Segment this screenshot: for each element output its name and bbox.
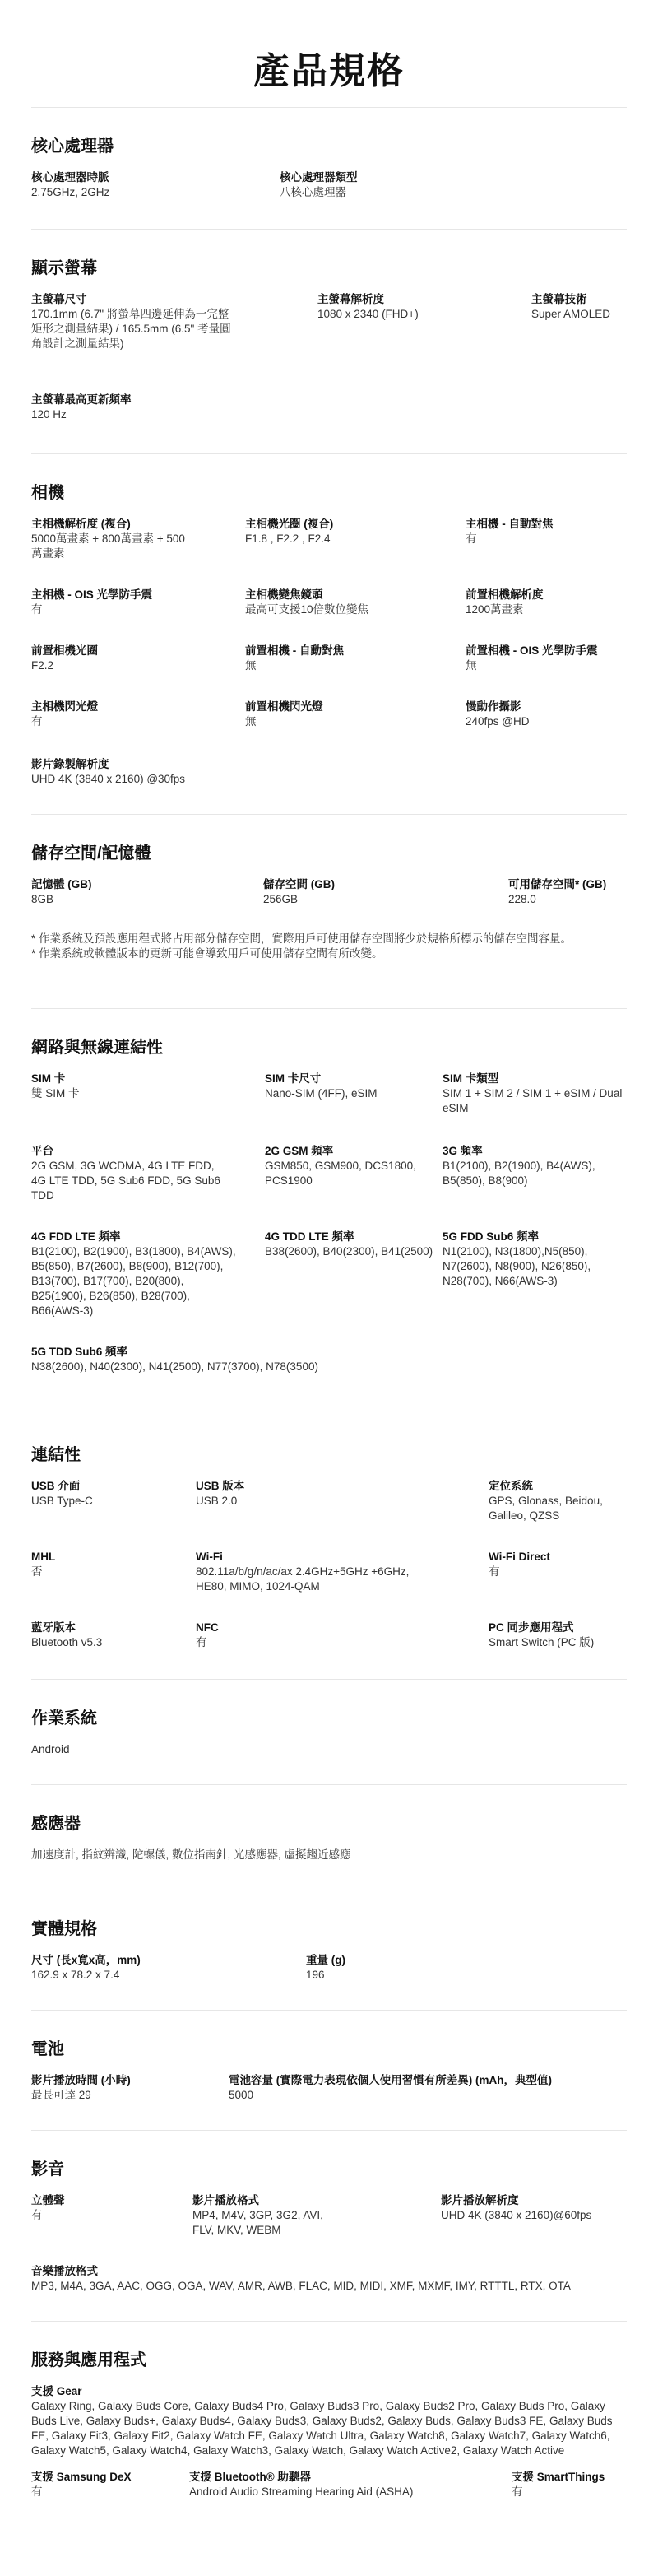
storage-note: * 作業系統及預設應用程式將占用部分儲存空間，實際用戶可使用儲存空間將少於規格所標示的儲存空間容量。 — [31, 932, 572, 945]
section-services — [31, 2321, 627, 2510]
spec-item: 定位系統 GPS, Glonass, Beidou, Galileo, QZSS — [489, 1480, 603, 1522]
section-title: 影音 — [31, 2160, 64, 2178]
spec-item: USB 版本 USB 2.0 — [196, 1480, 245, 1507]
spec-item: 4G FDD LTE 頻率 B1(2100), B2(1900), B3(1800), B4(AWS), B5(850), B7(2600), B8(900), B12(700), B13(700), B17(700), B20(800), B25(1900), B26(850), B28(700), B66(AWS-3) — [31, 1230, 236, 1317]
spec-item: 音樂播放格式 MP3, M4A, 3GA, AAC, OGG, OGA, WAV, AMR, AWB, FLAC, MID, MIDI, XMF, MXMF, IMY, RTTTL, RTX, OTA — [31, 2265, 571, 2292]
spec-item: 前置相機解析度 1200萬畫素 — [466, 588, 544, 616]
spec-item: 支援 Bluetooth® 助聽器 Android Audio Streaming Hearing Aid (ASHA) — [189, 2471, 414, 2498]
spec-item: 電池容量 (實際電力表現依個人使用習慣有所差異) (mAh，典型值) 5000 — [229, 2074, 552, 2101]
storage-note: * 作業系統或軟體版本的更新可能會導致用戶可使用儲存空間有所改變。 — [31, 947, 383, 960]
spec-item: 平台 2G GSM, 3G WCDMA, 4G LTE FDD, 4G LTE TDD, 5G Sub6 FDD, 5G Sub6 TDD — [31, 1145, 220, 1202]
os-value: Android — [31, 1743, 70, 1755]
section-title: 核心處理器 — [31, 137, 114, 156]
spec-item: 主相機變焦鏡頭 最高可支援10倍數位變焦 — [245, 588, 369, 616]
spec-item: 前置相機光圈 F2.2 — [31, 644, 98, 672]
section-cpu — [31, 107, 627, 229]
spec-item: 主相機光圈 (複合) F1.8 , F2.2 , F2.4 — [245, 518, 334, 545]
spec-item: 4G TDD LTE 頻率 B38(2600), B40(2300), B41(2500) — [265, 1230, 433, 1258]
spec-item: 記憶體 (GB) 8GB — [31, 878, 92, 905]
spec-item: 前置相機 - OIS 光學防手震 無 — [466, 644, 598, 672]
section-camera — [31, 453, 627, 814]
spec-item: MHL 否 — [31, 1551, 56, 1578]
spec-item: 主相機 - 自動對焦 有 — [466, 518, 554, 545]
section-storage — [31, 814, 627, 1008]
section-title: 網路與無線連結性 — [31, 1039, 163, 1057]
spec-item: 支援 SmartThings 有 — [512, 2471, 605, 2498]
spec-item: 可用儲存空間* (GB) 228.0 — [508, 878, 607, 905]
spec-item: PC 同步應用程式 Smart Switch (PC 版) — [489, 1621, 595, 1648]
section-title: 實體規格 — [31, 1920, 97, 1938]
section-title: 顯示螢幕 — [31, 259, 97, 277]
spec-item: 前置相機 - 自動對焦 無 — [245, 644, 344, 672]
spec-item: 影片播放時間 (小時) 最長可達 29 — [31, 2074, 131, 2101]
spec-item: 儲存空間 (GB) 256GB — [263, 878, 335, 905]
section-network — [31, 1008, 627, 1416]
spec-item: 5G TDD Sub6 頻率 N38(2600), N40(2300), N41(2500), N77(3700), N78(3500) — [31, 1346, 318, 1373]
spec-item: 尺寸 (長x寬x高，mm) 162.9 x 78.2 x 7.4 — [31, 1954, 141, 1981]
section-title: 連結性 — [31, 1446, 81, 1464]
spec-item: 藍牙版本 Bluetooth v5.3 — [31, 1621, 103, 1648]
spec-item: 慢動作攝影 240fps @HD — [466, 700, 530, 728]
spec-item: NFC 有 — [196, 1621, 219, 1648]
spec-item: Wi-Fi Direct 有 — [489, 1551, 550, 1578]
spec-item: 主相機解析度 (複合) 5000萬畫素 + 800萬畫素 + 500萬畫素 — [31, 518, 185, 560]
section-os — [31, 1679, 627, 1784]
spec-item: 核心處理器時脈 2.75GHz, 2GHz — [31, 171, 110, 198]
section-title: 儲存空間/記憶體 — [31, 844, 151, 863]
spec-item: 主螢幕最高更新頻率 120 Hz — [31, 393, 132, 421]
section-title: 相機 — [31, 484, 64, 502]
spec-item: Wi-Fi 802.11a/b/g/n/ac/ax 2.4GHz+5GHz +6GHz, HE80, MIMO, 1024-QAM — [196, 1551, 410, 1593]
spec-item: 主螢幕尺寸 170.1mm (6.7" 將螢幕四邊延伸為一完整矩形之測量結果) / 165.5mm (6.5" 考量圓角設計之測量結果) — [31, 293, 231, 350]
spec-item: 支援 Gear Galaxy Ring, Galaxy Buds Core, Galaxy Buds4 Pro, Galaxy Buds3 Pro, Galaxy Buds2 Pro, Galaxy Buds Pro, Galaxy Buds Live, Galaxy Buds+, Galaxy Buds4, Galaxy Buds3, Galaxy Buds2, Galaxy Buds, Galaxy Buds3 FE, Galaxy Buds FE, Galaxy Fit3, Galaxy Fit2, Galaxy Watch FE, Galaxy Watch Ultra, Galaxy Watch8, Galaxy Watch7, Galaxy Watch6, Galaxy Watch5, Galaxy Watch4, Galaxy Watch3, Galaxy Watch, Galaxy Watch Active2, Galaxy Watch Active — [31, 2385, 613, 2457]
section-title: 作業系統 — [31, 1709, 97, 1727]
spec-item: 主相機閃光燈 有 — [31, 700, 98, 728]
spec-item: 主相機 - OIS 光學防手震 有 — [31, 588, 153, 616]
storage-notes — [31, 932, 574, 961]
spec-item: SIM 卡類型 SIM 1 + SIM 2 / SIM 1 + eSIM / Dual eSIM — [443, 1072, 623, 1114]
spec-item: 3G 頻率 B1(2100), B2(1900), B4(AWS), B5(850), B8(900) — [443, 1145, 595, 1187]
section-display — [31, 229, 627, 453]
spec-item: 影片錄製解析度 UHD 4K (3840 x 2160) @30fps — [31, 758, 186, 785]
section-battery — [31, 2010, 627, 2130]
spec-item: 核心處理器類型 八核心處理器 — [280, 171, 358, 198]
spec-item: 支援 Samsung DeX 有 — [31, 2471, 132, 2498]
spec-item: 主螢幕解析度 1080 x 2340 (FHD+) — [317, 293, 419, 320]
section-physical — [31, 1890, 627, 2010]
section-title: 電池 — [31, 2040, 64, 2058]
sensors-value: 加速度計, 指紋辨識, 陀螺儀, 數位指南針, 光感應器, 虛擬趨近感應 — [31, 1848, 351, 1861]
section-title: 服務與應用程式 — [31, 2351, 146, 2369]
spec-item: USB 介面 USB Type-C — [31, 1480, 93, 1507]
spec-item: 影片播放解析度 UHD 4K (3840 x 2160)@60fps — [441, 2194, 592, 2221]
section-connectivity — [31, 1416, 627, 1679]
section-title: 感應器 — [31, 1815, 81, 1833]
spec-item: SIM 卡尺寸 Nano-SIM (4FF), eSIM — [265, 1072, 378, 1100]
section-audio — [31, 2130, 627, 2321]
section-sensors — [31, 1784, 627, 1890]
spec-item: 主螢幕技術 Super AMOLED — [531, 293, 611, 320]
spec-item: 2G GSM 頻率 GSM850, GSM900, DCS1800, PCS1900 — [265, 1145, 416, 1187]
spec-item: 5G FDD Sub6 頻率 N1(2100), N3(1800),N5(850), N7(2600), N8(900), N26(850), N28(700), N66(AWS-3) — [443, 1230, 591, 1287]
spec-item: 前置相機閃光燈 無 — [245, 700, 323, 728]
spec-item: 立體聲 有 — [31, 2194, 65, 2221]
spec-item: SIM 卡 雙 SIM 卡 — [31, 1072, 80, 1100]
spec-item: 重量 (g) 196 — [306, 1954, 345, 1981]
page-title: 產品規格 — [253, 51, 405, 91]
spec-item: 影片播放格式 MP4, M4V, 3GP, 3G2, AVI, FLV, MKV, WEBM — [192, 2194, 323, 2236]
